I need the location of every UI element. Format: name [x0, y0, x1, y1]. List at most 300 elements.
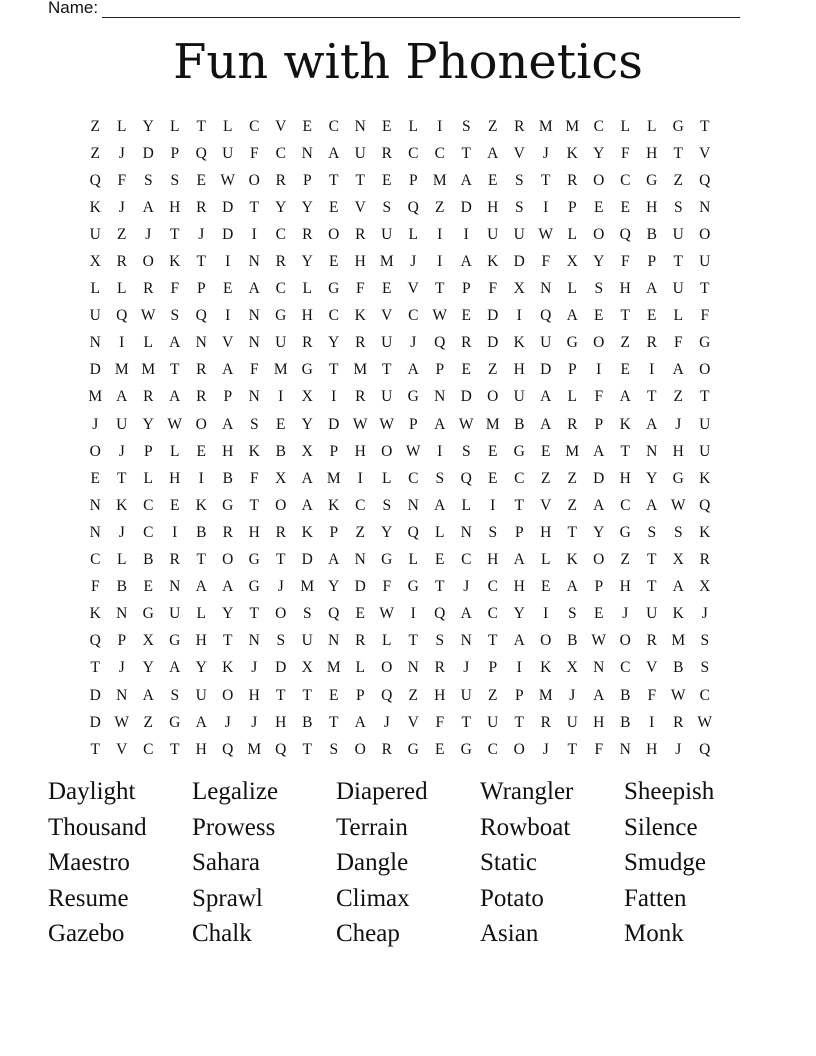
- grid-letter[interactable]: S: [673, 198, 683, 216]
- grid-letter[interactable]: P: [514, 686, 524, 704]
- grid-letter[interactable]: X: [142, 632, 154, 650]
- grid-letter[interactable]: L: [117, 280, 127, 298]
- grid-letter[interactable]: F: [355, 280, 365, 298]
- grid-letter[interactable]: I: [516, 659, 522, 677]
- grid-letter[interactable]: Z: [620, 334, 630, 352]
- grid-letter[interactable]: E: [276, 415, 286, 433]
- grid-letter[interactable]: S: [461, 117, 471, 135]
- grid-letter[interactable]: L: [223, 117, 233, 135]
- grid-letter[interactable]: Y: [301, 415, 313, 433]
- grid-letter[interactable]: B: [673, 659, 684, 677]
- grid-letter[interactable]: X: [275, 469, 287, 487]
- grid-letter[interactable]: N: [460, 523, 472, 541]
- grid-letter[interactable]: Z: [143, 713, 153, 731]
- grid-letter[interactable]: V: [407, 713, 419, 731]
- grid-letter[interactable]: R: [275, 253, 286, 271]
- grid-letter[interactable]: Z: [488, 686, 498, 704]
- grid-letter[interactable]: G: [301, 361, 313, 379]
- grid-letter[interactable]: R: [673, 713, 684, 731]
- grid-letter[interactable]: R: [196, 198, 207, 216]
- grid-letter[interactable]: Y: [646, 469, 658, 487]
- grid-letter[interactable]: Y: [381, 523, 393, 541]
- grid-letter[interactable]: L: [143, 334, 153, 352]
- grid-letter[interactable]: F: [435, 713, 445, 731]
- grid-letter[interactable]: P: [594, 578, 604, 596]
- grid-letter[interactable]: Y: [142, 659, 154, 677]
- grid-letter[interactable]: B: [116, 578, 127, 596]
- grid-letter[interactable]: C: [328, 307, 339, 325]
- grid-letter[interactable]: U: [381, 388, 393, 406]
- grid-letter[interactable]: C: [487, 605, 498, 623]
- grid-letter[interactable]: T: [302, 740, 312, 758]
- grid-letter[interactable]: Z: [90, 117, 100, 135]
- grid-letter[interactable]: K: [354, 307, 366, 325]
- grid-letter[interactable]: T: [196, 117, 206, 135]
- grid-letter[interactable]: Q: [275, 740, 287, 758]
- grid-letter[interactable]: N: [460, 632, 472, 650]
- grid-letter[interactable]: J: [463, 659, 470, 677]
- grid-letter[interactable]: U: [354, 144, 366, 162]
- grid-letter[interactable]: Q: [116, 307, 128, 325]
- grid-letter[interactable]: F: [541, 253, 551, 271]
- grid-letter[interactable]: I: [278, 388, 284, 406]
- grid-letter[interactable]: J: [118, 442, 125, 460]
- grid-letter[interactable]: H: [195, 632, 207, 650]
- grid-letter[interactable]: R: [302, 225, 313, 243]
- grid-letter[interactable]: Y: [195, 659, 207, 677]
- grid-letter[interactable]: E: [435, 740, 445, 758]
- grid-letter[interactable]: T: [329, 171, 339, 189]
- grid-letter[interactable]: X: [672, 551, 684, 569]
- grid-letter[interactable]: W: [405, 442, 421, 460]
- grid-letter[interactable]: A: [593, 442, 605, 460]
- grid-letter[interactable]: E: [461, 307, 471, 325]
- grid-letter[interactable]: G: [248, 578, 260, 596]
- grid-letter[interactable]: T: [647, 578, 657, 596]
- grid-letter[interactable]: X: [301, 442, 313, 460]
- grid-letter[interactable]: X: [301, 388, 313, 406]
- grid-letter[interactable]: G: [169, 632, 181, 650]
- grid-letter[interactable]: W: [167, 415, 183, 433]
- grid-letter[interactable]: A: [593, 496, 605, 514]
- grid-letter[interactable]: G: [407, 578, 419, 596]
- grid-letter[interactable]: P: [143, 442, 153, 460]
- grid-letter[interactable]: C: [143, 523, 154, 541]
- grid-letter[interactable]: E: [90, 469, 100, 487]
- grid-letter[interactable]: N: [646, 442, 658, 460]
- grid-letter[interactable]: M: [671, 632, 686, 650]
- grid-letter[interactable]: I: [251, 225, 257, 243]
- grid-letter[interactable]: O: [381, 659, 393, 677]
- grid-letter[interactable]: D: [487, 334, 499, 352]
- grid-letter[interactable]: U: [699, 415, 711, 433]
- grid-letter[interactable]: F: [249, 144, 259, 162]
- grid-letter[interactable]: N: [328, 632, 340, 650]
- grid-letter[interactable]: C: [275, 280, 286, 298]
- grid-letter[interactable]: B: [196, 523, 207, 541]
- grid-letter[interactable]: J: [198, 225, 205, 243]
- grid-letter[interactable]: S: [461, 442, 471, 460]
- grid-letter[interactable]: K: [566, 551, 578, 569]
- grid-letter[interactable]: A: [513, 551, 525, 569]
- grid-letter[interactable]: N: [354, 117, 366, 135]
- grid-letter[interactable]: M: [88, 388, 103, 406]
- grid-letter[interactable]: A: [169, 659, 181, 677]
- grid-letter[interactable]: H: [248, 686, 260, 704]
- grid-letter[interactable]: A: [142, 198, 154, 216]
- grid-letter[interactable]: J: [251, 659, 258, 677]
- grid-letter[interactable]: Q: [407, 523, 419, 541]
- grid-letter[interactable]: N: [407, 659, 419, 677]
- grid-letter[interactable]: N: [593, 659, 605, 677]
- grid-letter[interactable]: C: [249, 117, 260, 135]
- grid-letter[interactable]: X: [566, 253, 578, 271]
- grid-letter[interactable]: T: [700, 388, 710, 406]
- grid-letter[interactable]: K: [195, 496, 207, 514]
- grid-letter[interactable]: W: [220, 171, 236, 189]
- grid-letter[interactable]: I: [596, 361, 602, 379]
- grid-letter[interactable]: M: [326, 659, 341, 677]
- grid-letter[interactable]: L: [408, 117, 418, 135]
- grid-letter[interactable]: N: [540, 280, 552, 298]
- grid-letter[interactable]: N: [89, 496, 101, 514]
- grid-letter[interactable]: F: [700, 307, 710, 325]
- grid-letter[interactable]: C: [514, 469, 525, 487]
- grid-letter[interactable]: M: [538, 686, 553, 704]
- grid-letter[interactable]: T: [620, 307, 630, 325]
- grid-letter[interactable]: L: [196, 605, 206, 623]
- grid-letter[interactable]: S: [143, 171, 153, 189]
- grid-letter[interactable]: F: [249, 469, 259, 487]
- grid-letter[interactable]: T: [567, 740, 577, 758]
- grid-letter[interactable]: S: [700, 659, 710, 677]
- grid-letter[interactable]: E: [541, 578, 551, 596]
- grid-letter[interactable]: O: [699, 225, 711, 243]
- grid-letter[interactable]: U: [566, 713, 578, 731]
- grid-letter[interactable]: W: [458, 415, 474, 433]
- grid-letter[interactable]: H: [513, 578, 525, 596]
- grid-letter[interactable]: T: [355, 171, 365, 189]
- grid-letter[interactable]: A: [142, 686, 154, 704]
- grid-letter[interactable]: T: [408, 632, 418, 650]
- grid-letter[interactable]: I: [225, 307, 231, 325]
- grid-letter[interactable]: Q: [328, 605, 340, 623]
- grid-letter[interactable]: V: [275, 117, 287, 135]
- grid-letter[interactable]: K: [301, 523, 313, 541]
- grid-letter[interactable]: G: [566, 334, 578, 352]
- grid-letter[interactable]: N: [195, 334, 207, 352]
- grid-letter[interactable]: R: [699, 551, 710, 569]
- grid-letter[interactable]: H: [195, 740, 207, 758]
- grid-letter[interactable]: B: [275, 442, 286, 460]
- grid-letter[interactable]: Z: [355, 523, 365, 541]
- grid-letter[interactable]: C: [487, 578, 498, 596]
- grid-letter[interactable]: Z: [673, 171, 683, 189]
- grid-letter[interactable]: T: [461, 144, 471, 162]
- grid-letter[interactable]: Z: [541, 469, 551, 487]
- grid-letter[interactable]: L: [541, 551, 551, 569]
- grid-letter[interactable]: H: [487, 551, 499, 569]
- grid-letter[interactable]: H: [646, 198, 658, 216]
- grid-letter[interactable]: K: [699, 523, 711, 541]
- grid-letter[interactable]: E: [382, 117, 392, 135]
- grid-letter[interactable]: K: [699, 469, 711, 487]
- grid-letter[interactable]: C: [275, 225, 286, 243]
- grid-letter[interactable]: H: [248, 523, 260, 541]
- grid-letter[interactable]: G: [222, 496, 234, 514]
- grid-letter[interactable]: F: [594, 740, 604, 758]
- grid-letter[interactable]: I: [331, 388, 337, 406]
- grid-letter[interactable]: L: [620, 117, 630, 135]
- grid-letter[interactable]: K: [566, 144, 578, 162]
- grid-letter[interactable]: U: [672, 280, 684, 298]
- grid-letter[interactable]: I: [516, 307, 522, 325]
- grid-letter[interactable]: Y: [275, 198, 287, 216]
- grid-letter[interactable]: U: [513, 225, 525, 243]
- grid-letter[interactable]: H: [222, 442, 234, 460]
- grid-letter[interactable]: P: [567, 361, 577, 379]
- grid-letter[interactable]: N: [89, 334, 101, 352]
- grid-letter[interactable]: H: [646, 740, 658, 758]
- grid-letter[interactable]: S: [435, 469, 445, 487]
- grid-letter[interactable]: D: [540, 361, 552, 379]
- grid-letter[interactable]: Z: [90, 144, 100, 162]
- grid-letter[interactable]: H: [301, 307, 313, 325]
- grid-letter[interactable]: G: [381, 551, 393, 569]
- grid-letter[interactable]: S: [594, 280, 604, 298]
- grid-letter[interactable]: P: [117, 632, 127, 650]
- grid-letter[interactable]: N: [354, 551, 366, 569]
- grid-letter[interactable]: L: [673, 307, 683, 325]
- grid-letter[interactable]: D: [222, 225, 234, 243]
- grid-letter[interactable]: J: [92, 415, 99, 433]
- grid-letter[interactable]: Z: [435, 198, 445, 216]
- grid-letter[interactable]: N: [248, 334, 260, 352]
- grid-letter[interactable]: K: [169, 253, 181, 271]
- grid-letter[interactable]: N: [434, 388, 446, 406]
- grid-letter[interactable]: N: [169, 578, 181, 596]
- grid-letter[interactable]: G: [699, 334, 711, 352]
- grid-letter[interactable]: U: [301, 632, 313, 650]
- grid-letter[interactable]: D: [301, 551, 313, 569]
- grid-letter[interactable]: A: [195, 713, 207, 731]
- grid-letter[interactable]: R: [143, 388, 154, 406]
- grid-letter[interactable]: F: [647, 686, 657, 704]
- grid-letter[interactable]: V: [354, 198, 366, 216]
- grid-letter[interactable]: D: [460, 388, 472, 406]
- grid-letter[interactable]: E: [488, 469, 498, 487]
- grid-letter[interactable]: S: [170, 171, 180, 189]
- grid-letter[interactable]: C: [408, 307, 419, 325]
- grid-letter[interactable]: T: [329, 713, 339, 731]
- grid-letter[interactable]: A: [328, 551, 340, 569]
- grid-letter[interactable]: D: [328, 415, 340, 433]
- grid-letter[interactable]: R: [275, 171, 286, 189]
- grid-letter[interactable]: L: [382, 632, 392, 650]
- grid-letter[interactable]: N: [89, 523, 101, 541]
- grid-letter[interactable]: M: [353, 361, 368, 379]
- grid-letter[interactable]: K: [672, 605, 684, 623]
- grid-letter[interactable]: X: [89, 253, 101, 271]
- grid-letter[interactable]: A: [407, 361, 419, 379]
- grid-letter[interactable]: R: [355, 632, 366, 650]
- grid-letter[interactable]: C: [699, 686, 710, 704]
- grid-letter[interactable]: J: [145, 225, 152, 243]
- grid-letter[interactable]: E: [355, 605, 365, 623]
- grid-letter[interactable]: S: [435, 632, 445, 650]
- grid-letter[interactable]: Z: [488, 361, 498, 379]
- grid-letter[interactable]: Y: [593, 523, 605, 541]
- grid-letter[interactable]: R: [381, 740, 392, 758]
- grid-letter[interactable]: S: [382, 198, 392, 216]
- grid-letter[interactable]: H: [619, 469, 631, 487]
- grid-letter[interactable]: D: [275, 659, 287, 677]
- grid-letter[interactable]: P: [488, 659, 498, 677]
- grid-letter[interactable]: X: [513, 280, 525, 298]
- grid-letter[interactable]: V: [699, 144, 711, 162]
- grid-letter[interactable]: A: [301, 469, 313, 487]
- grid-letter[interactable]: P: [223, 388, 233, 406]
- grid-letter[interactable]: C: [90, 551, 101, 569]
- grid-letter[interactable]: Q: [195, 307, 207, 325]
- grid-letter[interactable]: B: [646, 225, 657, 243]
- grid-letter[interactable]: Q: [222, 740, 234, 758]
- grid-letter[interactable]: N: [407, 496, 419, 514]
- grid-letter[interactable]: R: [355, 388, 366, 406]
- grid-letter[interactable]: C: [434, 144, 445, 162]
- grid-letter[interactable]: G: [646, 171, 658, 189]
- grid-letter[interactable]: U: [646, 605, 658, 623]
- grid-letter[interactable]: L: [143, 469, 153, 487]
- grid-letter[interactable]: U: [381, 225, 393, 243]
- grid-letter[interactable]: K: [487, 253, 499, 271]
- grid-letter[interactable]: A: [169, 334, 181, 352]
- grid-letter[interactable]: G: [275, 307, 287, 325]
- grid-letter[interactable]: L: [567, 280, 577, 298]
- grid-letter[interactable]: Q: [619, 225, 631, 243]
- grid-letter[interactable]: C: [461, 551, 472, 569]
- grid-letter[interactable]: L: [170, 442, 180, 460]
- grid-letter[interactable]: S: [514, 171, 524, 189]
- grid-letter[interactable]: R: [355, 334, 366, 352]
- grid-letter[interactable]: T: [620, 442, 630, 460]
- grid-letter[interactable]: O: [381, 442, 393, 460]
- grid-letter[interactable]: K: [619, 415, 631, 433]
- grid-letter[interactable]: I: [437, 253, 443, 271]
- grid-letter[interactable]: W: [114, 713, 130, 731]
- grid-letter[interactable]: Y: [513, 605, 525, 623]
- grid-letter[interactable]: S: [488, 523, 498, 541]
- grid-letter[interactable]: J: [383, 713, 390, 731]
- grid-letter[interactable]: E: [647, 307, 657, 325]
- grid-letter[interactable]: A: [328, 144, 340, 162]
- grid-letter[interactable]: G: [672, 469, 684, 487]
- grid-letter[interactable]: E: [196, 171, 206, 189]
- grid-letter[interactable]: G: [142, 605, 154, 623]
- grid-letter[interactable]: U: [381, 334, 393, 352]
- grid-letter[interactable]: O: [248, 171, 260, 189]
- grid-letter[interactable]: N: [116, 605, 128, 623]
- grid-letter[interactable]: M: [485, 415, 500, 433]
- grid-letter[interactable]: Y: [593, 253, 605, 271]
- grid-letter[interactable]: V: [381, 307, 393, 325]
- grid-letter[interactable]: L: [170, 117, 180, 135]
- grid-letter[interactable]: H: [354, 253, 366, 271]
- grid-letter[interactable]: F: [620, 253, 630, 271]
- grid-letter[interactable]: Q: [699, 171, 711, 189]
- grid-letter[interactable]: X: [566, 659, 578, 677]
- grid-letter[interactable]: T: [700, 280, 710, 298]
- grid-letter[interactable]: R: [567, 415, 578, 433]
- grid-letter[interactable]: M: [273, 361, 288, 379]
- grid-letter[interactable]: C: [355, 496, 366, 514]
- grid-letter[interactable]: K: [89, 605, 101, 623]
- grid-letter[interactable]: P: [329, 442, 339, 460]
- grid-letter[interactable]: N: [619, 740, 631, 758]
- grid-letter[interactable]: P: [196, 280, 206, 298]
- grid-letter[interactable]: T: [170, 361, 180, 379]
- grid-letter[interactable]: Q: [540, 307, 552, 325]
- grid-letter[interactable]: W: [670, 496, 686, 514]
- grid-letter[interactable]: M: [432, 171, 447, 189]
- grid-letter[interactable]: A: [646, 280, 658, 298]
- grid-letter[interactable]: T: [514, 496, 524, 514]
- grid-letter[interactable]: E: [620, 198, 630, 216]
- grid-letter[interactable]: R: [143, 280, 154, 298]
- grid-letter[interactable]: E: [382, 280, 392, 298]
- grid-letter[interactable]: S: [514, 198, 524, 216]
- grid-letter[interactable]: I: [437, 117, 443, 135]
- grid-letter[interactable]: Q: [460, 469, 472, 487]
- grid-letter[interactable]: A: [434, 496, 446, 514]
- grid-letter[interactable]: E: [329, 686, 339, 704]
- grid-letter[interactable]: P: [408, 415, 418, 433]
- grid-letter[interactable]: K: [328, 496, 340, 514]
- grid-letter[interactable]: C: [487, 740, 498, 758]
- grid-letter[interactable]: R: [355, 225, 366, 243]
- grid-letter[interactable]: U: [487, 713, 499, 731]
- grid-letter[interactable]: H: [354, 442, 366, 460]
- grid-letter[interactable]: S: [329, 740, 339, 758]
- grid-letter[interactable]: T: [567, 523, 577, 541]
- grid-letter[interactable]: V: [646, 659, 658, 677]
- grid-letter[interactable]: M: [300, 578, 315, 596]
- grid-letter[interactable]: G: [672, 117, 684, 135]
- grid-letter[interactable]: T: [249, 605, 259, 623]
- grid-letter[interactable]: A: [195, 578, 207, 596]
- grid-letter[interactable]: Z: [117, 225, 127, 243]
- grid-letter[interactable]: E: [196, 442, 206, 460]
- grid-letter[interactable]: T: [700, 117, 710, 135]
- grid-letter[interactable]: T: [90, 659, 100, 677]
- grid-letter[interactable]: O: [593, 171, 605, 189]
- grid-letter[interactable]: U: [699, 442, 711, 460]
- grid-letter[interactable]: P: [170, 144, 180, 162]
- grid-letter[interactable]: F: [620, 144, 630, 162]
- grid-letter[interactable]: R: [540, 713, 551, 731]
- grid-letter[interactable]: U: [513, 388, 525, 406]
- grid-letter[interactable]: D: [142, 144, 154, 162]
- grid-letter[interactable]: L: [117, 551, 127, 569]
- grid-letter[interactable]: F: [594, 388, 604, 406]
- grid-letter[interactable]: I: [490, 496, 496, 514]
- grid-letter[interactable]: L: [647, 117, 657, 135]
- grid-letter[interactable]: W: [379, 415, 395, 433]
- grid-letter[interactable]: A: [593, 686, 605, 704]
- grid-letter[interactable]: D: [593, 469, 605, 487]
- grid-letter[interactable]: R: [646, 632, 657, 650]
- grid-letter[interactable]: S: [673, 523, 683, 541]
